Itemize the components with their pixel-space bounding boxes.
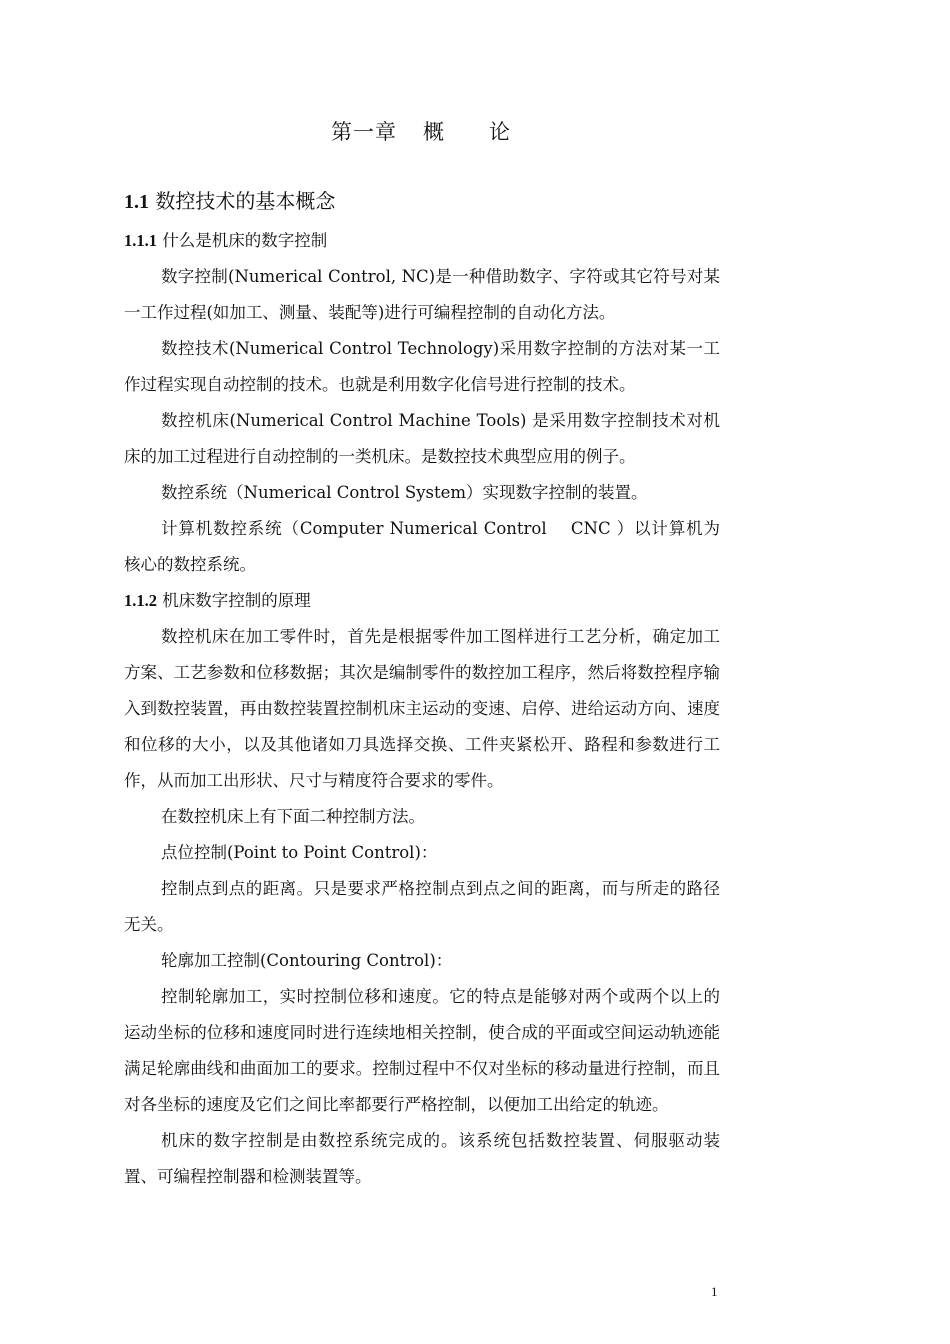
paragraph-nc-components: 机床的数字控制是由数控系统完成的。该系统包括数控装置、伺服驱动装置、可编程控制器和检测装置等。 <box>124 1131 720 1186</box>
page-number: 1 <box>711 1284 718 1299</box>
section-heading <box>124 184 720 219</box>
section-number: 1.1 <box>124 191 149 213</box>
subsection-title-1: 什么是机床的数字控制 <box>162 231 328 250</box>
paragraph-nc-machine-tools: 数控机床(Numerical Control Machine Tools) 是采用数字控制技术对机床的加工过程进行自动控制的一类机床。是数控技术典型应用的例子。 <box>124 411 720 466</box>
subsection-number-2: 1.1.2 <box>124 591 157 610</box>
chapter-title <box>0 116 842 146</box>
paragraph-cnc-system: 计算机数控系统（Computer Numerical Control CNC ）以计算机为核心的数控系统。 <box>124 519 720 574</box>
chapter-title-char-2: 论 <box>489 120 511 144</box>
paragraph-nc-system: 数控系统（Numerical Control System）实现数字控制的装置。 <box>161 483 648 502</box>
chapter-label: 第一章 <box>331 120 397 144</box>
paragraph-nc-technology: 数控技术(Numerical Control Technology)采用数字控制的方法对某一工作过程实现自动控制的技术。也就是利用数字化信号进行控制的技术。 <box>124 339 720 394</box>
subsection-number-1: 1.1.1 <box>124 231 157 250</box>
paragraph-contour-control-heading: 轮廓加工控制(Contouring Control)： <box>161 951 453 970</box>
paragraph-point-control-desc: 控制点到点的距离。只是要求严格控制点到点之间的距离，而与所走的路径无关。 <box>124 879 720 934</box>
subsection-heading-1 <box>124 223 720 259</box>
document-body <box>124 184 720 1195</box>
section-title: 数控技术的基本概念 <box>155 189 336 213</box>
subsection-title-2: 机床数字控制的原理 <box>162 591 311 610</box>
paragraph-nc-definition: 数字控制(Numerical Control, NC)是一种借助数字、字符或其它符号对某一工作过程(如加工、测量、装配等)进行可编程控制的自动化方法。 <box>124 267 720 322</box>
chapter-title-char-1: 概 <box>423 120 445 144</box>
paragraph-control-principle: 数控机床在加工零件时，首先是根据零件加工图样进行工艺分析，确定加工方案、工艺参数和位移数据；其次是编制零件的数控加工程序，然后将数控程序输入到数控装置，再由数控装置控制机床主运动的变速、启停、进给运动方向、速度和位移的大小，以及其他诸如刀具选择交换、工件夹紧松开、路程和参数进行工作，从而加工出形状、尺寸与精度符合要求的零件。 <box>124 627 720 790</box>
paragraph-contour-control-desc: 控制轮廓加工，实时控制位移和速度。它的特点是能够对两个或两个以上的运动坐标的位移和速度同时进行连续地相关控制，使合成的平面或空间运动轨迹能满足轮廓曲线和曲面加工的要求。控制过程中不仅对坐标的移动量进行控制，而且对各坐标的速度及它们之间比率都要行严格控制，以便加工出给定的轨迹。 <box>124 987 720 1114</box>
paragraph-control-methods: 在数控机床上有下面二种控制方法。 <box>161 807 425 826</box>
paragraph-point-control-heading: 点位控制(Point to Point Control)： <box>161 843 438 862</box>
subsection-heading-2 <box>124 583 720 619</box>
